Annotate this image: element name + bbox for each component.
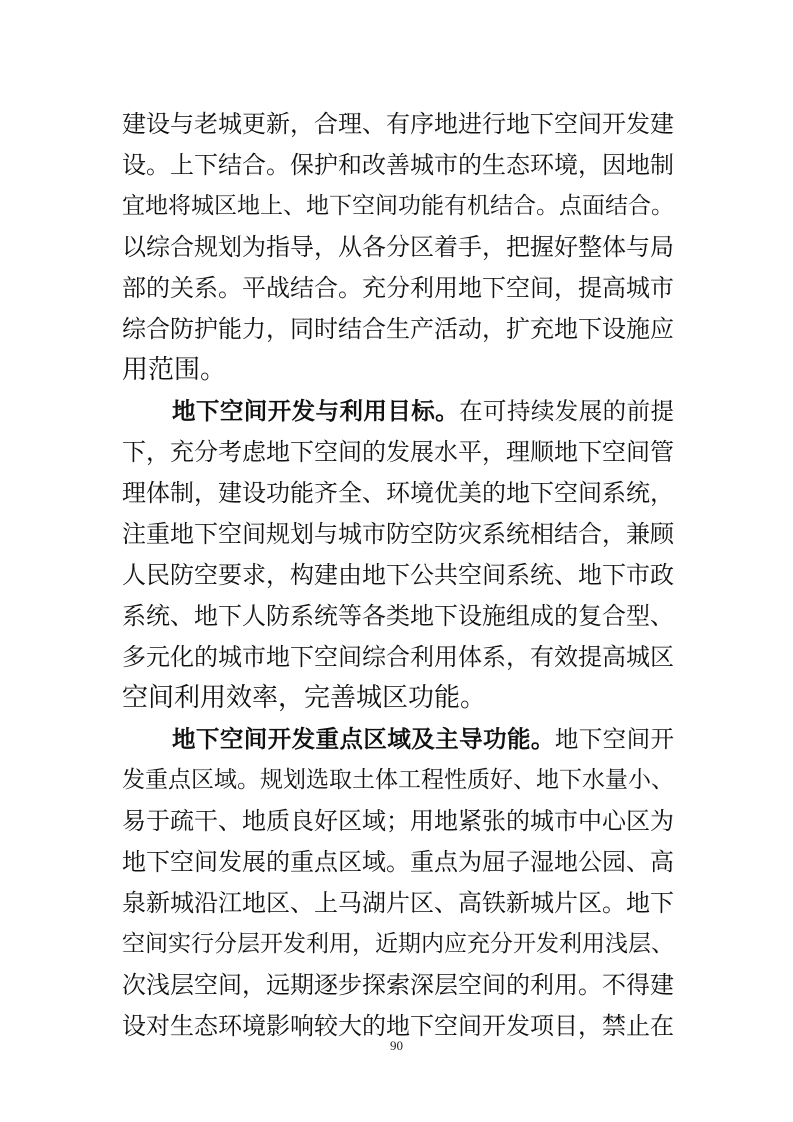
text-run: 地下空间开 — [554, 725, 675, 753]
text-line: 空间利用效率，完善城区功能。 — [122, 683, 487, 713]
paragraph-heading: 地下空间开发与利用目标。 — [172, 397, 460, 425]
paragraph-heading: 地下空间开发重点区域及主导功能。 — [172, 725, 555, 753]
paragraph-first-line — [172, 391, 674, 431]
text-line: 部的关系。平战结合。充分利用地下空间，提高城市 — [122, 274, 674, 302]
text-line: 人民防空要求，构建由地下公共空间系统、地下市政 — [122, 561, 674, 589]
text-line: 宜地将城区地上、地下空间功能有机结合。点面结合。 — [122, 193, 674, 219]
text-line: 理体制，建设功能齐全、环境优美的地下空间系统， — [122, 479, 674, 507]
text-line: 以综合规划为指导，从各分区着手，把握好整体与局 — [122, 233, 674, 261]
text-line: 设对生态环境影响较大的地下空间开发项目，禁止在 — [122, 1012, 674, 1040]
paragraph-first-line — [172, 719, 674, 759]
text-line: 设。上下结合。保护和改善城市的生态环境，因地制 — [122, 151, 674, 179]
text-line: 下，充分考虑地下空间的发展水平，理顺地下空间管 — [122, 438, 674, 466]
text-line: 注重地下空间规划与城市防空防灾系统相结合，兼顾 — [122, 520, 674, 548]
page-number: 90 — [390, 1038, 403, 1053]
text-line: 空间实行分层开发利用，近期内应充分开发利用浅层、 — [122, 931, 674, 957]
text-line: 用范围。 — [122, 355, 227, 385]
text-run: 在可持续发展的前提 — [459, 397, 675, 425]
text-line: 综合防护能力，同时结合生产活动，扩充地下设施应 — [122, 315, 674, 343]
text-line: 次浅层空间，远期逐步探索深层空间的利用。不得建 — [122, 971, 674, 999]
text-line: 建设与老城更新，合理、有序地进行地下空间开发建 — [122, 110, 674, 138]
text-line: 易于疏干、地质良好区域；用地紧张的城市中心区为 — [122, 807, 674, 835]
text-line: 系统、地下人防系统等各类地下设施组成的复合型、 — [122, 602, 674, 630]
text-line: 多元化的城市地下空间综合利用体系，有效提高城区 — [122, 643, 674, 671]
text-line: 地下空间发展的重点区域。重点为屈子湿地公园、高 — [122, 848, 674, 876]
text-line: 泉新城沿江地区、上马湖片区、高铁新城片区。地下 — [122, 889, 674, 917]
text-line: 发重点区域。规划选取土体工程性质好、地下水量小、 — [122, 767, 674, 793]
